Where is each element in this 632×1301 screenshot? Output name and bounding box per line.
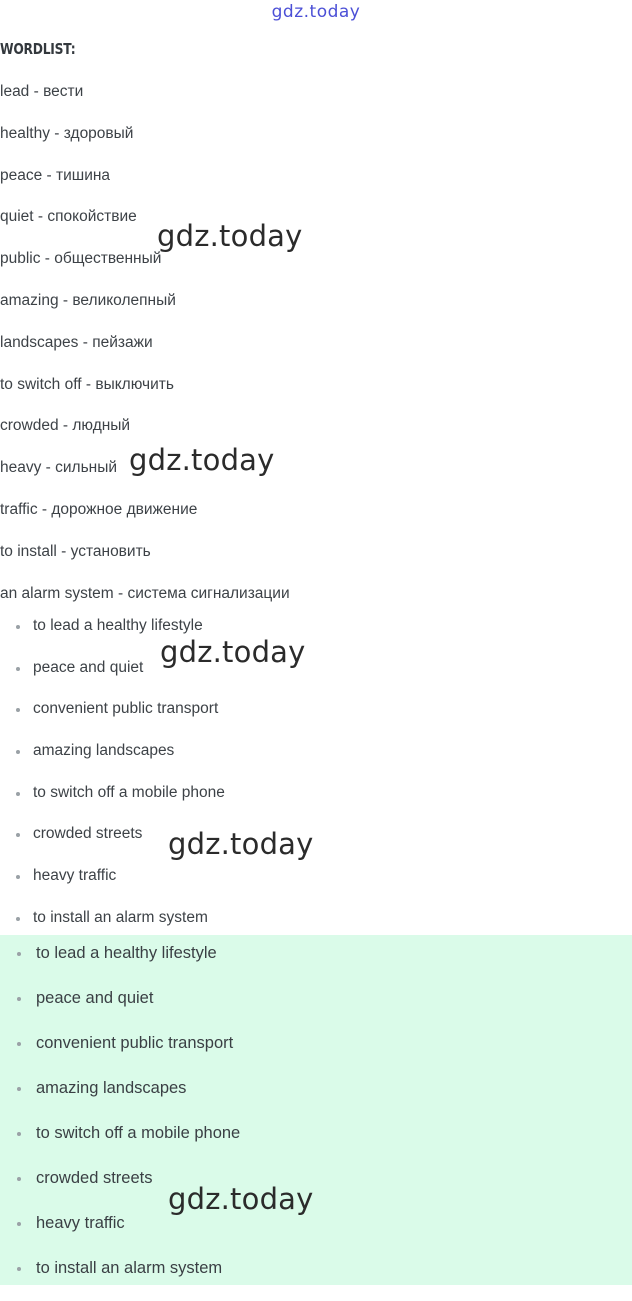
answer-list <box>0 941 240 1301</box>
phrase-text: to install an alarm system <box>33 908 208 926</box>
list-item: lead - вести <box>0 83 84 100</box>
bullet-icon <box>16 667 20 671</box>
list-item: quiet - спокойствие <box>0 208 137 226</box>
phrase-text: convenient public transport <box>33 700 219 718</box>
watermark: gdz.today <box>168 1182 314 1216</box>
bullet-icon <box>17 1042 21 1046</box>
answer-text: crowded streets <box>36 1169 153 1187</box>
watermark: gdz.today <box>157 219 303 253</box>
phrase-text: to lead a healthy lifestyle <box>33 617 203 634</box>
phrase-item <box>0 782 225 824</box>
answer-item <box>0 1211 240 1256</box>
bullet-icon <box>16 625 20 629</box>
watermark: gdz.today <box>129 443 275 477</box>
phrase-text: amazing landscapes <box>33 742 175 760</box>
answer-item <box>0 1031 240 1076</box>
bullet-icon <box>16 792 20 796</box>
bullet-icon <box>16 750 20 754</box>
bullet-icon <box>17 1177 21 1181</box>
phrase-text: to switch off a mobile phone <box>33 783 225 801</box>
phrase-text: heavy traffic <box>33 867 117 885</box>
bullet-icon <box>17 952 21 956</box>
phrase-text: crowded streets <box>33 825 143 843</box>
answer-text: peace and quiet <box>36 989 154 1007</box>
wordlist <box>0 81 290 624</box>
list-item: peace - тишина <box>0 166 111 184</box>
bullet-icon <box>17 1087 21 1091</box>
list-item: to switch off - выключить <box>0 375 174 393</box>
bullet-icon <box>16 917 20 921</box>
site-logo[interactable]: gdz.today <box>271 2 361 22</box>
watermark: gdz.today <box>168 827 314 861</box>
answer-text: heavy traffic <box>36 1214 125 1232</box>
list-item: traffic - дорожное движение <box>0 500 198 518</box>
list-item: an alarm system - система сигнализации <box>0 584 290 602</box>
bullet-icon <box>16 708 20 712</box>
answer-item <box>0 1256 240 1301</box>
list-item: public - общественный <box>0 250 162 268</box>
list-item: to install - установить <box>0 542 151 560</box>
phrase-item <box>0 698 225 740</box>
answer-item <box>0 941 240 986</box>
bullet-icon <box>16 833 20 837</box>
list-item: landscapes - пейзажи <box>0 333 153 351</box>
bullet-icon <box>17 997 21 1001</box>
list-item: heavy - сильный <box>0 459 118 477</box>
list-item: healthy - здоровый <box>0 124 134 142</box>
answer-text: convenient public transport <box>36 1034 234 1052</box>
bullet-icon <box>17 1222 21 1226</box>
phrase-item <box>0 865 225 907</box>
answer-text: to install an alarm system <box>36 1259 223 1277</box>
answer-item <box>0 986 240 1031</box>
watermark: gdz.today <box>160 635 306 669</box>
bullet-icon <box>17 1267 21 1271</box>
phrase-item <box>0 740 225 782</box>
answer-text: to lead a healthy lifestyle <box>36 944 217 962</box>
list-item: crowded - людный <box>0 417 131 435</box>
answer-text: amazing landscapes <box>36 1079 187 1097</box>
phrase-text: peace and quiet <box>33 658 144 676</box>
answer-text: to switch off a mobile phone <box>36 1124 241 1142</box>
wordlist-heading: WORDLIST: <box>0 40 76 58</box>
answer-item <box>0 1121 240 1166</box>
bullet-icon <box>17 1132 21 1136</box>
list-item: amazing - великолепный <box>0 291 176 309</box>
bullet-icon <box>16 875 20 879</box>
answer-item <box>0 1076 240 1121</box>
